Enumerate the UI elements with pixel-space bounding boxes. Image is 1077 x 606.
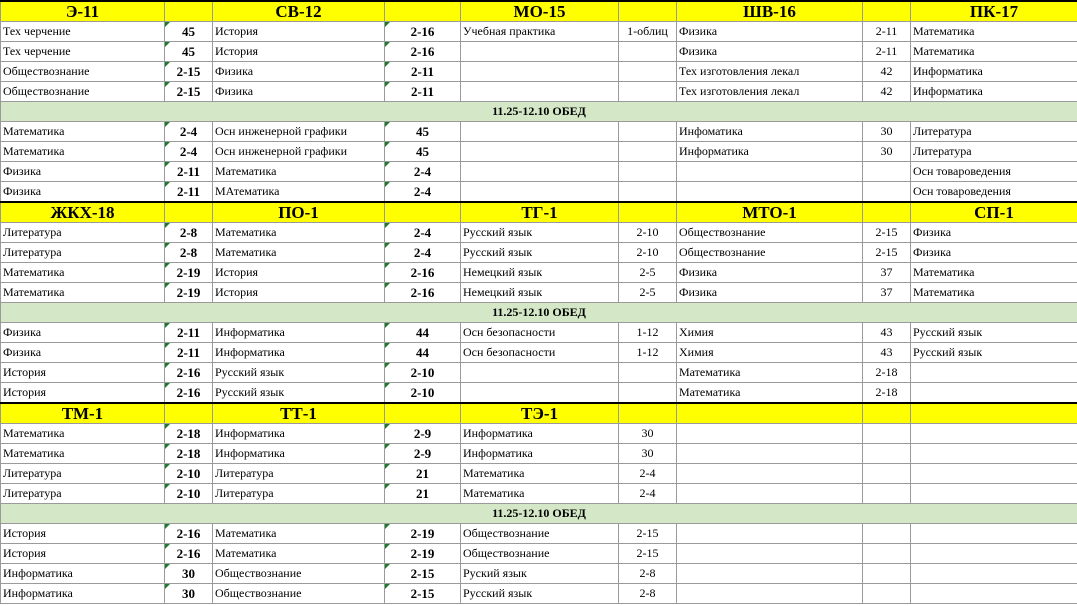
header-spacer bbox=[165, 1, 213, 22]
subject-cell[interactable]: Русский язык bbox=[911, 343, 1077, 363]
subject-cell[interactable]: Литература bbox=[911, 142, 1077, 162]
subject-cell[interactable] bbox=[911, 564, 1077, 584]
subject-cell[interactable] bbox=[461, 142, 619, 162]
room-cell[interactable]: 2-15 bbox=[165, 62, 213, 82]
subject-cell[interactable]: Физика bbox=[677, 263, 863, 283]
subject-cell[interactable]: Информатика bbox=[1, 564, 165, 584]
room-cell[interactable]: 2-4 bbox=[165, 142, 213, 162]
room-cell[interactable]: 2-15 bbox=[619, 544, 677, 564]
room-cell[interactable]: 2-9 bbox=[385, 424, 461, 444]
subject-cell[interactable]: Информатика bbox=[461, 424, 619, 444]
room-cell[interactable]: 2-4 bbox=[385, 182, 461, 203]
lesson-row bbox=[1, 82, 1077, 102]
room-cell[interactable] bbox=[619, 383, 677, 404]
group-name[interactable]: Э-11 bbox=[1, 1, 165, 22]
group-name[interactable]: СП-1 bbox=[911, 202, 1077, 223]
lunch-row bbox=[1, 102, 1077, 122]
subject-cell[interactable] bbox=[677, 464, 863, 484]
subject-cell[interactable]: Химия bbox=[677, 323, 863, 343]
room-cell[interactable]: 21 bbox=[385, 464, 461, 484]
subject-cell[interactable]: История bbox=[1, 383, 165, 404]
room-cell[interactable]: 1-12 bbox=[619, 323, 677, 343]
subject-cell[interactable]: Физика bbox=[1, 343, 165, 363]
subject-cell[interactable]: Тех черчение bbox=[1, 42, 165, 62]
room-cell[interactable]: 30 bbox=[619, 424, 677, 444]
subject-cell[interactable]: Математика bbox=[213, 162, 385, 182]
subject-cell[interactable]: Руский язык bbox=[461, 564, 619, 584]
subject-cell[interactable]: История bbox=[1, 524, 165, 544]
room-cell[interactable]: 45 bbox=[165, 42, 213, 62]
subject-cell[interactable]: История bbox=[1, 363, 165, 383]
subject-cell[interactable]: Информатика bbox=[213, 424, 385, 444]
lunch-label: 11.25-12.10 ОБЕД bbox=[1, 504, 1077, 524]
subject-cell[interactable]: Тех черчение bbox=[1, 22, 165, 42]
subject-cell[interactable]: Обществознание bbox=[213, 564, 385, 584]
subject-cell[interactable] bbox=[677, 584, 863, 604]
subject-cell[interactable]: Математика bbox=[1, 444, 165, 464]
subject-cell[interactable]: Тех изготовления лекал bbox=[677, 82, 863, 102]
group-name[interactable]: СВ-12 bbox=[213, 1, 385, 22]
subject-cell[interactable] bbox=[461, 162, 619, 182]
room-cell[interactable]: 2-8 bbox=[165, 243, 213, 263]
room-cell[interactable]: 2-4 bbox=[385, 243, 461, 263]
room-cell[interactable] bbox=[863, 424, 911, 444]
subject-cell[interactable]: Обществознание bbox=[213, 584, 385, 604]
subject-cell[interactable]: Литература bbox=[911, 122, 1077, 142]
subject-cell[interactable] bbox=[911, 424, 1077, 444]
room-cell[interactable]: 2-18 bbox=[863, 363, 911, 383]
group-name[interactable] bbox=[911, 403, 1077, 424]
room-cell[interactable]: 44 bbox=[385, 323, 461, 343]
subject-cell[interactable]: Математика bbox=[1, 142, 165, 162]
subject-cell[interactable]: Химия bbox=[677, 343, 863, 363]
room-cell[interactable]: 42 bbox=[863, 82, 911, 102]
subject-cell[interactable]: Русский язык bbox=[461, 243, 619, 263]
room-cell[interactable] bbox=[619, 142, 677, 162]
subject-cell[interactable] bbox=[677, 484, 863, 504]
group-name[interactable]: ТГ-1 bbox=[461, 202, 619, 223]
room-cell[interactable]: 2-5 bbox=[619, 263, 677, 283]
header-spacer bbox=[619, 403, 677, 424]
subject-cell[interactable]: Обществознание bbox=[677, 243, 863, 263]
room-cell[interactable]: 30 bbox=[863, 122, 911, 142]
room-cell[interactable] bbox=[619, 162, 677, 182]
lesson-row bbox=[1, 484, 1077, 504]
subject-cell[interactable]: Физика bbox=[213, 82, 385, 102]
room-cell[interactable]: 2-19 bbox=[165, 283, 213, 303]
subject-cell[interactable]: История bbox=[213, 263, 385, 283]
room-cell[interactable]: 2-11 bbox=[863, 42, 911, 62]
room-cell[interactable]: 30 bbox=[863, 142, 911, 162]
lesson-row bbox=[1, 464, 1077, 484]
subject-cell[interactable]: Математика bbox=[213, 544, 385, 564]
header-spacer bbox=[619, 1, 677, 22]
subject-cell[interactable] bbox=[911, 383, 1077, 404]
subject-cell[interactable]: Математика bbox=[677, 383, 863, 404]
room-cell[interactable]: 44 bbox=[385, 343, 461, 363]
room-cell[interactable]: 2-19 bbox=[165, 263, 213, 283]
lesson-row bbox=[1, 424, 1077, 444]
room-cell[interactable]: 2-15 bbox=[863, 223, 911, 243]
subject-cell[interactable]: Немецкий язык bbox=[461, 283, 619, 303]
subject-cell[interactable] bbox=[461, 383, 619, 404]
subject-cell[interactable]: Физика bbox=[213, 62, 385, 82]
subject-cell[interactable] bbox=[677, 162, 863, 182]
group-name[interactable]: ШВ-16 bbox=[677, 1, 863, 22]
room-cell[interactable]: 2-19 bbox=[385, 524, 461, 544]
lunch-label: 11.25-12.10 ОБЕД bbox=[1, 303, 1077, 323]
room-cell[interactable]: 2-15 bbox=[385, 564, 461, 584]
room-cell[interactable]: 2-4 bbox=[385, 223, 461, 243]
group-name[interactable]: ЖКХ-18 bbox=[1, 202, 165, 223]
subject-cell[interactable]: Русский язык bbox=[461, 223, 619, 243]
room-cell[interactable]: 45 bbox=[165, 22, 213, 42]
room-cell[interactable]: 2-18 bbox=[165, 424, 213, 444]
subject-cell[interactable] bbox=[677, 524, 863, 544]
subject-cell[interactable]: История bbox=[1, 544, 165, 564]
subject-cell[interactable]: Литература bbox=[1, 464, 165, 484]
schedule-body bbox=[1, 1, 1077, 604]
subject-cell[interactable] bbox=[911, 464, 1077, 484]
subject-cell[interactable]: Математика bbox=[911, 263, 1077, 283]
subject-cell[interactable]: Осн товароведения bbox=[911, 182, 1077, 203]
room-cell[interactable]: 2-10 bbox=[165, 484, 213, 504]
subject-cell[interactable]: Инфоматика bbox=[677, 122, 863, 142]
room-cell[interactable]: 2-15 bbox=[619, 524, 677, 544]
subject-cell[interactable]: Математика bbox=[1, 122, 165, 142]
subject-cell[interactable]: Осн товароведения bbox=[911, 162, 1077, 182]
subject-cell[interactable] bbox=[911, 544, 1077, 564]
subject-cell[interactable] bbox=[911, 484, 1077, 504]
subject-cell[interactable]: Математика bbox=[1, 283, 165, 303]
subject-cell[interactable]: Осн безопасности bbox=[461, 343, 619, 363]
subject-cell[interactable] bbox=[911, 444, 1077, 464]
subject-cell[interactable]: Математика bbox=[461, 464, 619, 484]
subject-cell[interactable] bbox=[461, 82, 619, 102]
subject-cell[interactable]: МАтематика bbox=[213, 182, 385, 203]
subject-cell[interactable]: Математика bbox=[213, 524, 385, 544]
subject-cell[interactable] bbox=[461, 182, 619, 203]
subject-cell[interactable]: Математика bbox=[911, 283, 1077, 303]
room-cell[interactable]: 2-4 bbox=[619, 464, 677, 484]
room-cell[interactable]: 30 bbox=[165, 584, 213, 604]
lesson-row bbox=[1, 564, 1077, 584]
room-cell[interactable]: 2-11 bbox=[863, 22, 911, 42]
subject-cell[interactable]: Русский язык bbox=[911, 323, 1077, 343]
room-cell[interactable]: 2-10 bbox=[385, 383, 461, 404]
subject-cell[interactable]: Информатика bbox=[213, 323, 385, 343]
lesson-row bbox=[1, 283, 1077, 303]
subject-cell[interactable]: Литература bbox=[1, 484, 165, 504]
room-cell[interactable]: 1-облиц bbox=[619, 22, 677, 42]
lesson-row bbox=[1, 524, 1077, 544]
room-cell[interactable] bbox=[863, 584, 911, 604]
subject-cell[interactable] bbox=[911, 524, 1077, 544]
subject-cell[interactable]: Физика bbox=[1, 182, 165, 203]
subject-cell[interactable]: Физика bbox=[911, 243, 1077, 263]
room-cell[interactable] bbox=[619, 182, 677, 203]
header-spacer bbox=[385, 202, 461, 223]
subject-cell[interactable]: Информатика bbox=[911, 82, 1077, 102]
room-cell[interactable]: 2-8 bbox=[165, 223, 213, 243]
subject-cell[interactable]: Учебная практика bbox=[461, 22, 619, 42]
group-header-row bbox=[1, 1, 1077, 22]
room-cell[interactable]: 2-16 bbox=[165, 363, 213, 383]
subject-cell[interactable] bbox=[911, 363, 1077, 383]
room-cell[interactable] bbox=[863, 524, 911, 544]
subject-cell[interactable]: Математика bbox=[677, 363, 863, 383]
subject-cell[interactable]: Обществознание bbox=[461, 544, 619, 564]
room-cell[interactable]: 2-10 bbox=[619, 243, 677, 263]
room-cell[interactable]: 37 bbox=[863, 283, 911, 303]
subject-cell[interactable]: Математика bbox=[1, 263, 165, 283]
lesson-row bbox=[1, 122, 1077, 142]
group-name[interactable]: МТО-1 bbox=[677, 202, 863, 223]
header-spacer bbox=[165, 202, 213, 223]
lesson-row bbox=[1, 584, 1077, 604]
group-name[interactable]: ПК-17 bbox=[911, 1, 1077, 22]
subject-cell[interactable]: Обществознание bbox=[461, 524, 619, 544]
subject-cell[interactable]: Информатика bbox=[213, 343, 385, 363]
room-cell[interactable]: 21 bbox=[385, 484, 461, 504]
subject-cell[interactable]: Литература bbox=[1, 243, 165, 263]
lesson-row bbox=[1, 182, 1077, 203]
room-cell[interactable]: 2-11 bbox=[385, 82, 461, 102]
room-cell[interactable]: 45 bbox=[385, 122, 461, 142]
lunch-row bbox=[1, 303, 1077, 323]
subject-cell[interactable] bbox=[461, 62, 619, 82]
room-cell[interactable]: 2-10 bbox=[385, 363, 461, 383]
group-name[interactable]: ТМ-1 bbox=[1, 403, 165, 424]
lesson-row bbox=[1, 22, 1077, 42]
subject-cell[interactable]: Информатика bbox=[1, 584, 165, 604]
room-cell[interactable]: 2-4 bbox=[619, 484, 677, 504]
room-cell[interactable]: 2-5 bbox=[619, 283, 677, 303]
group-name[interactable]: ТЭ-1 bbox=[461, 403, 619, 424]
subject-cell[interactable] bbox=[461, 363, 619, 383]
subject-cell[interactable]: Физика bbox=[677, 22, 863, 42]
room-cell[interactable] bbox=[863, 444, 911, 464]
room-cell[interactable] bbox=[619, 363, 677, 383]
room-cell[interactable]: 43 bbox=[863, 323, 911, 343]
lesson-row bbox=[1, 263, 1077, 283]
lesson-row bbox=[1, 323, 1077, 343]
subject-cell[interactable]: Информатика bbox=[461, 444, 619, 464]
subject-cell[interactable]: Математика bbox=[461, 484, 619, 504]
room-cell[interactable]: 2-19 bbox=[385, 544, 461, 564]
room-cell[interactable]: 30 bbox=[165, 564, 213, 584]
subject-cell[interactable] bbox=[677, 564, 863, 584]
room-cell[interactable] bbox=[863, 564, 911, 584]
header-spacer bbox=[863, 202, 911, 223]
subject-cell[interactable]: Физика bbox=[677, 283, 863, 303]
room-cell[interactable] bbox=[619, 122, 677, 142]
header-spacer bbox=[863, 1, 911, 22]
room-cell[interactable]: 2-8 bbox=[619, 584, 677, 604]
lesson-row bbox=[1, 444, 1077, 464]
group-header-row bbox=[1, 202, 1077, 223]
room-cell[interactable]: 2-11 bbox=[165, 162, 213, 182]
header-spacer bbox=[165, 403, 213, 424]
room-cell[interactable]: 2-11 bbox=[385, 62, 461, 82]
room-cell[interactable]: 30 bbox=[619, 444, 677, 464]
lesson-row bbox=[1, 243, 1077, 263]
room-cell[interactable]: 2-11 bbox=[165, 323, 213, 343]
room-cell[interactable]: 2-16 bbox=[385, 22, 461, 42]
header-spacer bbox=[385, 403, 461, 424]
subject-cell[interactable]: Осн безопасности bbox=[461, 323, 619, 343]
subject-cell[interactable]: Математика bbox=[213, 243, 385, 263]
subject-cell[interactable]: Информатика bbox=[213, 444, 385, 464]
group-name[interactable]: МО-15 bbox=[461, 1, 619, 22]
room-cell[interactable]: 2-11 bbox=[165, 182, 213, 203]
subject-cell[interactable]: Математика bbox=[911, 42, 1077, 62]
subject-cell[interactable]: Математика bbox=[213, 223, 385, 243]
room-cell[interactable]: 2-16 bbox=[385, 283, 461, 303]
subject-cell[interactable]: Русский язык bbox=[213, 383, 385, 404]
subject-cell[interactable]: История bbox=[213, 283, 385, 303]
subject-cell[interactable]: Математика bbox=[1, 424, 165, 444]
subject-cell[interactable]: Обществознание bbox=[1, 62, 165, 82]
room-cell[interactable]: 2-4 bbox=[165, 122, 213, 142]
subject-cell[interactable]: Литература bbox=[213, 464, 385, 484]
room-cell[interactable]: 2-15 bbox=[385, 584, 461, 604]
subject-cell[interactable]: Обществознание bbox=[677, 223, 863, 243]
lesson-row bbox=[1, 42, 1077, 62]
lesson-row bbox=[1, 544, 1077, 564]
room-cell[interactable]: 2-16 bbox=[165, 383, 213, 404]
room-cell[interactable]: 2-8 bbox=[619, 564, 677, 584]
subject-cell[interactable]: Физика bbox=[677, 42, 863, 62]
room-cell[interactable]: 1-12 bbox=[619, 343, 677, 363]
room-cell[interactable]: 2-18 bbox=[863, 383, 911, 404]
room-cell[interactable]: 2-11 bbox=[165, 343, 213, 363]
group-name[interactable] bbox=[677, 403, 863, 424]
subject-cell[interactable]: Русский язык bbox=[461, 584, 619, 604]
subject-cell[interactable]: Русский язык bbox=[213, 363, 385, 383]
subject-cell[interactable]: Физика bbox=[911, 223, 1077, 243]
subject-cell[interactable]: Немецкий язык bbox=[461, 263, 619, 283]
room-cell[interactable]: 2-15 bbox=[165, 82, 213, 102]
lesson-row bbox=[1, 162, 1077, 182]
room-cell[interactable] bbox=[619, 42, 677, 62]
room-cell[interactable]: 42 bbox=[863, 62, 911, 82]
room-cell[interactable] bbox=[619, 82, 677, 102]
group-name[interactable]: ПО-1 bbox=[213, 202, 385, 223]
subject-cell[interactable]: Обществознание bbox=[1, 82, 165, 102]
subject-cell[interactable]: Информатика bbox=[677, 142, 863, 162]
room-cell[interactable]: 2-9 bbox=[385, 444, 461, 464]
room-cell[interactable]: 2-10 bbox=[165, 464, 213, 484]
room-cell[interactable] bbox=[863, 182, 911, 203]
room-cell[interactable]: 2-16 bbox=[385, 263, 461, 283]
room-cell[interactable] bbox=[863, 162, 911, 182]
subject-cell[interactable]: Литература bbox=[1, 223, 165, 243]
subject-cell[interactable] bbox=[461, 42, 619, 62]
room-cell[interactable]: 45 bbox=[385, 142, 461, 162]
subject-cell[interactable]: История bbox=[213, 42, 385, 62]
lunch-row bbox=[1, 504, 1077, 524]
header-spacer bbox=[385, 1, 461, 22]
subject-cell[interactable] bbox=[911, 584, 1077, 604]
header-spacer bbox=[619, 202, 677, 223]
room-cell[interactable] bbox=[619, 62, 677, 82]
subject-cell[interactable] bbox=[677, 182, 863, 203]
subject-cell[interactable] bbox=[677, 424, 863, 444]
lesson-row bbox=[1, 62, 1077, 82]
subject-cell[interactable]: Тех изготовления лекал bbox=[677, 62, 863, 82]
lunch-label: 11.25-12.10 ОБЕД bbox=[1, 102, 1077, 122]
header-spacer bbox=[863, 403, 911, 424]
room-cell[interactable]: 2-15 bbox=[863, 243, 911, 263]
room-cell[interactable] bbox=[863, 544, 911, 564]
room-cell[interactable] bbox=[863, 484, 911, 504]
room-cell[interactable]: 2-16 bbox=[165, 524, 213, 544]
subject-cell[interactable]: Математика bbox=[911, 22, 1077, 42]
subject-cell[interactable]: Физика bbox=[1, 162, 165, 182]
subject-cell[interactable]: Физика bbox=[1, 323, 165, 343]
subject-cell[interactable]: Литература bbox=[213, 484, 385, 504]
subject-cell[interactable]: История bbox=[213, 22, 385, 42]
room-cell[interactable]: 2-10 bbox=[619, 223, 677, 243]
lesson-row bbox=[1, 343, 1077, 363]
subject-cell[interactable]: Осн инженерной графики bbox=[213, 122, 385, 142]
room-cell[interactable]: 43 bbox=[863, 343, 911, 363]
subject-cell[interactable] bbox=[461, 122, 619, 142]
group-name[interactable]: ТТ-1 bbox=[213, 403, 385, 424]
room-cell[interactable]: 2-16 bbox=[165, 544, 213, 564]
room-cell[interactable]: 2-4 bbox=[385, 162, 461, 182]
lesson-row bbox=[1, 383, 1077, 404]
lesson-row bbox=[1, 223, 1077, 243]
subject-cell[interactable] bbox=[677, 444, 863, 464]
lesson-row bbox=[1, 142, 1077, 162]
room-cell[interactable] bbox=[863, 464, 911, 484]
room-cell[interactable]: 2-16 bbox=[385, 42, 461, 62]
subject-cell[interactable]: Осн инженерной графики bbox=[213, 142, 385, 162]
group-header-row bbox=[1, 403, 1077, 424]
room-cell[interactable]: 37 bbox=[863, 263, 911, 283]
subject-cell[interactable] bbox=[677, 544, 863, 564]
subject-cell[interactable]: Информатика bbox=[911, 62, 1077, 82]
room-cell[interactable]: 2-18 bbox=[165, 444, 213, 464]
lesson-row bbox=[1, 363, 1077, 383]
